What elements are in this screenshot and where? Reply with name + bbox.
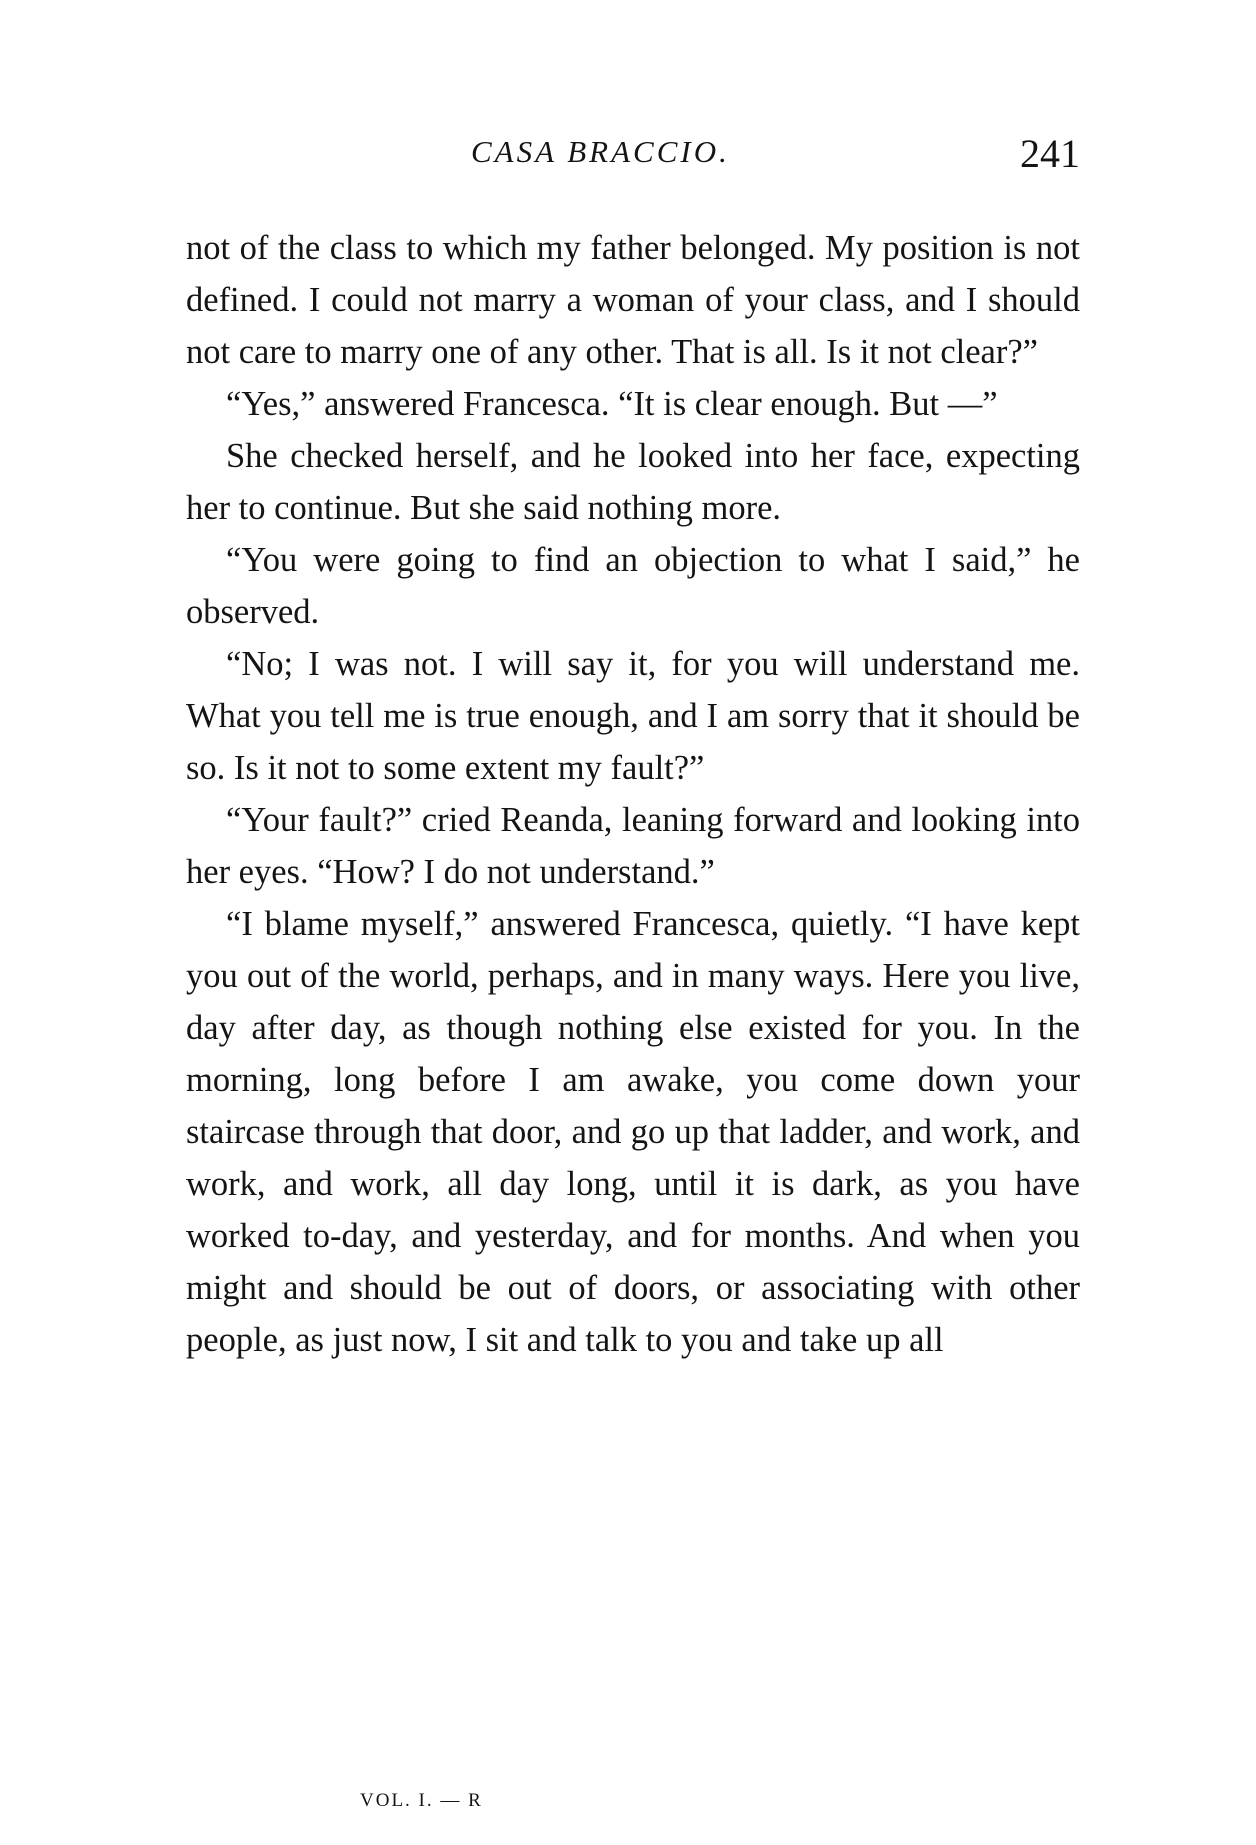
paragraph: not of the class to which my father belonged. My position is not defined. I could not marry a woman of your class, and I should not care to marry one of any other. That is all. Is it not clear?”	[186, 229, 1080, 371]
running-head	[186, 131, 1080, 182]
body-text	[186, 222, 1080, 1366]
page-number: 241	[1020, 131, 1080, 176]
running-title: CASA BRACCIO.	[471, 134, 730, 169]
paragraph: “Yes,” answered Francesca. “It is clear enough. But —”	[226, 385, 998, 423]
paragraph: “No; I was not. I will say it, for you will understand me. What you tell me is true enough, and I am sorry that it should be so. Is it not to some extent my fault?”	[186, 645, 1080, 787]
paragraph: She checked herself, and he looked into her face, expecting her to continue. But she said nothing more.	[186, 437, 1080, 527]
paragraph: “I blame myself,” answered Francesca, quietly. “I have kept you out of the world, perhaps, and in many ways. Here you live, day after day, as though nothing else existed for you. In the morning, long before I am awake, you come down your staircase through that door, and go up that ladder, and work, and work, and work, all day long, until it is dark, as you have worked to-day, and yesterday, and for months. And when you might and should be out of doors, or associating with other people, as just now, I sit and talk to you and take up all	[186, 905, 1080, 1359]
signature-mark: VOL. I. — R	[360, 1790, 483, 1811]
paragraph: “Your fault?” cried Reanda, leaning forward and looking into her eyes. “How? I do not understand.”	[186, 801, 1080, 891]
paragraph: “You were going to find an objection to what I said,” he observed.	[186, 541, 1080, 631]
